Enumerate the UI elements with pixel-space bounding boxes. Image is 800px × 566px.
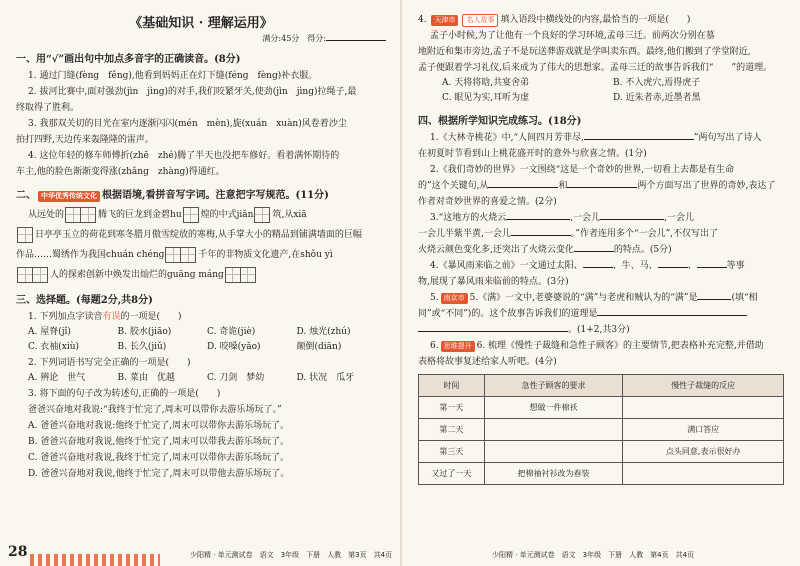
table-row	[419, 463, 784, 485]
q4-options-2	[418, 91, 784, 106]
r3-line2: 一会儿半紫半黄,一会儿 。”作者连用多个“一会儿”,不仅写出了	[418, 229, 719, 239]
r3-line1: 3.“这地方的火烧云 ,一会儿 ,一会儿	[430, 213, 694, 223]
q2-option-b: B. 菜由 优越	[117, 373, 175, 383]
left-footer: 少阳精 · 单元测试卷 语文 3年级 下册 人教 第3页 共4页	[190, 551, 393, 559]
table-cell: 把棉袖衬衫改为春装	[484, 463, 623, 485]
s2-line4: 人的探索创新中焕发出灿烂的guāng máng	[16, 265, 386, 285]
table-cell: 满口答应	[623, 419, 784, 441]
section-4-title: 四、根据所学知识完成练习。(18分)	[418, 116, 582, 127]
q1-option-g: D. 咬嗓(yǎo)	[207, 342, 261, 352]
r1-line1: 1.《大林寺桃花》中,“人间四月芳菲尽, ”两句写出了诗人	[430, 133, 762, 143]
section-1-title: 一、用“√”画出句中加点多音字的正确读音。(8分)	[16, 54, 241, 65]
q1-option-a: A. 屋脊(jǐ)	[28, 327, 71, 337]
table-row	[419, 441, 784, 463]
r5-line1: 5. 南京市 5.《满》一文中,老婆婆说的“满”与老虎和贼认为的“满”是 (填“相	[430, 293, 758, 303]
q2-text: 2. 下列词语书写完全正确的一项是( )	[28, 358, 191, 368]
section-3-title: 三、选择题。(每题2分,共8分)	[16, 295, 153, 306]
r3-line3: 火烧云颜色变化多,还突出了火烧云变化 的特点。(5分)	[418, 245, 672, 255]
s1-q4-cont: 车主,他的脸色渐渐变得涨(zhǎng zhàng)得通红。	[16, 167, 225, 177]
keyword-highlight: 有误	[102, 312, 121, 322]
table-cell[interactable]	[623, 397, 784, 419]
r4-blank-1[interactable]	[583, 267, 613, 268]
thinking-tag: 思维提升	[441, 341, 475, 352]
q4-passage-2: 地附近和集市旁边,孟子不是玩送葬游戏就是学叫卖东西。最终,他们搬到了学堂附近,	[418, 47, 751, 57]
nanjing-tag: 南京市	[441, 293, 468, 304]
table-row	[419, 419, 784, 441]
q2-option-a: A. 辨论 世气	[28, 373, 86, 383]
table-cell[interactable]	[484, 419, 623, 441]
r6-line2: 表格将故事复述给家人听吧。(4分)	[418, 357, 557, 367]
r5-blank-1[interactable]	[697, 299, 731, 300]
right-page	[402, 0, 800, 566]
q4-option-b: B. 不入虎穴,焉得虎子	[613, 78, 701, 88]
page-number: 28	[8, 544, 28, 560]
r5-line3: 。(1+2,共3分)	[418, 322, 784, 338]
s2-line1: 从远处的 腾飞的巨龙到金碧hu 煌的中式jiǎn 筑,从xiā	[16, 205, 386, 225]
r2-line2: 的”这个关键句,从 和 两个方面写出了世界的奇妙,表达了	[418, 181, 776, 191]
s1-q3: 3. 我那双关切的目光在室内逐渐闪闪(mén mèn),旋(xuán xuàn)风卷着沙尘	[28, 119, 347, 129]
story-tag: 名人故事	[462, 14, 498, 27]
s1-q4: 4. 这位年轻的修车师傅折(zhē zhé)腾了半天也没把车修好。看着满怀期待的	[28, 151, 340, 161]
r4-line2: 物,展现了暴风雨来临前的特点。(3分)	[418, 277, 569, 287]
r6-line1: 6. 思维提升 6. 梳理《慢性子裁缝和急性子顾客》的主要情节,把表格补充完整,并借助	[430, 341, 764, 351]
s1-q3-cont: 拍打四野,天边传来轰隆隆的雷声。	[16, 135, 154, 145]
r3-blank-4[interactable]	[574, 251, 614, 252]
right-footer: 少阳精 · 单元测试卷 语文 3年级 下册 人教 第4页 共4页	[492, 551, 695, 559]
q1-option-h: 颠倒(diān)	[296, 342, 342, 352]
s2-line2: 日亭亭玉立的荷花到寒冬腊月傲雪绽放的寒梅,从手掌大小的精品到铺满墙面的巨幅	[16, 225, 386, 245]
table-header: 慢性子裁缝的反应	[623, 375, 784, 397]
answer-boxes[interactable]	[166, 247, 196, 263]
r1-line2: 在初夏时节看到山上桃花盛开时的意外与欣喜之情。(1分)	[418, 149, 647, 159]
answer-boxes[interactable]	[18, 227, 33, 243]
r2-line1: 2.《我们奇妙的世界》一文围绕“这是一个奇妙的世界,一切看上去都是有生命	[430, 165, 735, 175]
r5-line2: 同”或“不同”)的。这个故事告诉我们的道理是	[418, 306, 784, 322]
decorative-stripes	[30, 554, 160, 566]
s1-q2: 2. 拔河比赛中,面对强劲(jìn jìng)的对手,我们咬紧牙关,使劲(jìn jìng)拉绳子,最	[28, 87, 357, 97]
q1-option-b: B. 胶水(jiāo)	[117, 327, 172, 337]
r4-blank-3[interactable]	[697, 267, 727, 268]
r3-blank-3[interactable]	[511, 235, 571, 236]
r5-blank-3[interactable]	[418, 331, 568, 332]
r3-blank-1[interactable]	[506, 219, 570, 220]
answer-boxes[interactable]	[66, 207, 96, 223]
q4-option-d: D. 近朱者赤,近墨者黑	[613, 93, 701, 103]
q1-option-f: B. 长久(jiǔ)	[117, 342, 167, 352]
r2-line3: 作者对奇妙世界的喜爱之情。(2分)	[418, 197, 557, 207]
r2-blank-1[interactable]	[488, 187, 558, 188]
table-cell[interactable]	[484, 441, 623, 463]
section-2-title: 二、 中华优秀传统文化 根据语境,看拼音写字词。注意把字写规范。(11分)	[16, 190, 329, 201]
q3-option-c: C. 爸爸兴奋地对我说,我终于忙完了,周末可以带你去游乐场玩了。	[28, 453, 290, 463]
q4-text: 4. 天津市 名人故事 填入语段中横线处的内容,最恰当的一项是( )	[418, 15, 691, 25]
q1-option-d: D. 烛光(zhú)	[296, 327, 351, 337]
answer-boxes[interactable]	[184, 207, 199, 223]
answer-boxes[interactable]	[18, 267, 48, 283]
s2-line3: 作品……蜀绣作为我国chuán chéng 千年的非物质文化遗产,在shǒu yì	[16, 245, 386, 265]
table-cell: 第一天	[419, 397, 485, 419]
s1-q1: 1. 通过门缝(fèng fěng),他看到妈妈正在灯下缝(féng fèng)补衣服。	[28, 71, 318, 81]
answer-boxes[interactable]	[226, 267, 256, 283]
q2-option-d: D. 状况 瓜牙	[296, 373, 355, 383]
s1-q2-cont: 终取得了胜利。	[16, 103, 80, 113]
table-cell[interactable]	[623, 463, 784, 485]
q3-quote: 爸爸兴奋地对我说:“我终于忙完了,周末可以带你去游乐场玩了。”	[28, 405, 282, 415]
answer-boxes[interactable]	[255, 207, 270, 223]
q1-options-2	[16, 340, 386, 355]
table-row	[419, 397, 784, 419]
tianjin-tag: 天津市	[431, 15, 458, 26]
q1-text: 1. 下列加点字读音有误的一项是( )	[28, 312, 182, 322]
q1-option-c: C. 奇诡(jiè)	[207, 327, 256, 337]
score-line: 满分:45分 得分:	[16, 33, 386, 44]
r2-blank-2[interactable]	[567, 187, 637, 188]
q3-option-b: B. 爸爸兴奋地对我说,他终于忙完了,周末可以带我去游乐场玩了。	[28, 437, 290, 447]
plot-table	[418, 374, 784, 485]
page-title: 《基础知识 · 理解运用》	[129, 16, 273, 31]
table-cell: 想做一件棉袄	[484, 397, 623, 419]
r4-line1: 4.《暴风雨来临之前》一文通过太阳、 、牛、马、 、 等事	[430, 261, 745, 271]
q3-text: 3. 将下面的句子改为转述句,正确的一项是( )	[28, 389, 221, 399]
table-header: 急性子顾客的要求	[484, 375, 623, 397]
table-cell: 点头同意,表示很好办	[623, 441, 784, 463]
table-cell: 第三天	[419, 441, 485, 463]
table-cell: 又过了一天	[419, 463, 485, 485]
q2-option-c: C. 刀剑 梦幼	[207, 373, 265, 383]
r4-blank-2[interactable]	[658, 267, 688, 268]
q2-options	[16, 371, 386, 386]
q3-option-a: A. 爸爸兴奋地对我说:他终于忙完了,周末可以带你去游乐场玩了。	[28, 421, 290, 431]
table-cell: 第二天	[419, 419, 485, 441]
q4-option-a: A. 天将将晗,共宴舍弟	[442, 78, 530, 88]
q4-options	[418, 76, 784, 91]
q4-passage-3: 孟子便跟着学习礼仪,后来成为了伟大的思想家。孟母三迁的故事告诉我们“ ”的道理。	[418, 63, 773, 73]
q4-option-c: C. 眼见为实,耳听为虚	[442, 93, 530, 103]
q4-passage-1: 孟子小时候,为了让他有一个良好的学习环境,孟母三迁。前两次分别在墓	[430, 31, 715, 41]
q1-option-e: C. 衣袖(xiù)	[28, 342, 80, 352]
q3-option-d: D. 爸爸兴奋地对我说,他终于忙完了,周末可以带他去游乐场玩了。	[28, 469, 290, 479]
r3-blank-2[interactable]	[600, 219, 664, 220]
r5-blank-2[interactable]	[597, 315, 747, 316]
r1-blank[interactable]	[584, 139, 694, 140]
q1-options	[16, 325, 386, 340]
culture-tag: 中华优秀传统文化	[38, 191, 100, 202]
table-header: 时间	[419, 375, 485, 397]
